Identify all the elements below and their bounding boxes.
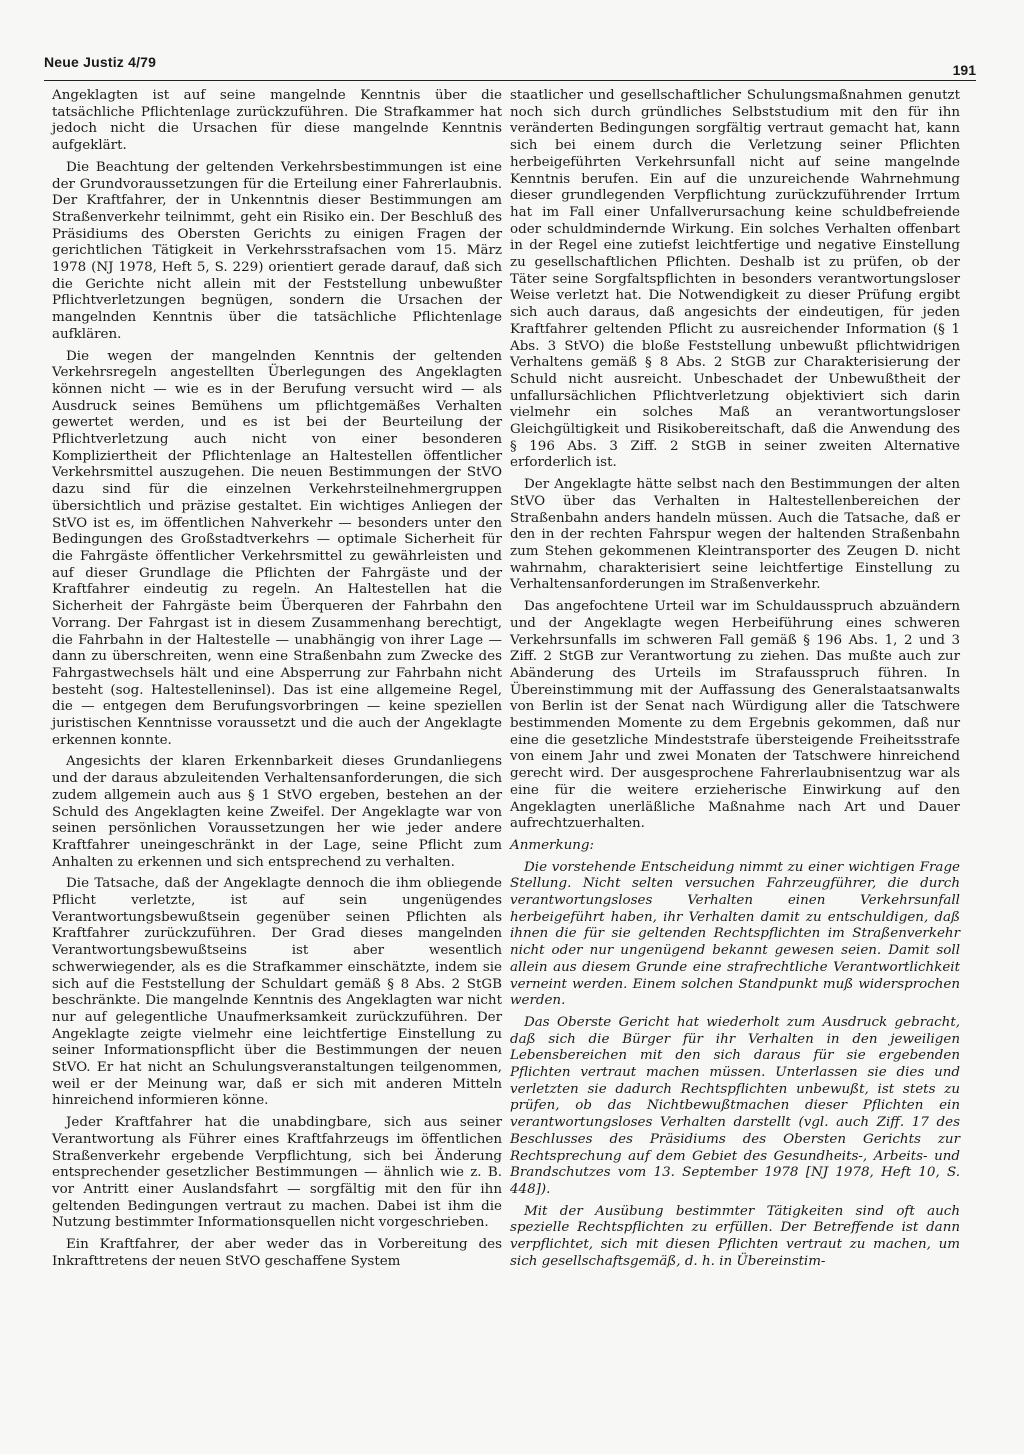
paragraph: Angesichts der klaren Erkennbarkeit dieses Grundanliegens und der daraus abzuleitenden Verhaltensanforderungen, die sich zudem allgemein auch aus § 1 StVO ergeben, bestehen an der Schuld des Angeklagten keine Zweifel. Der Angeklagte war von seinen persönlichen Voraussetzungen her wie jeder andere Kraftfahrer uneingeschränkt in der Lage, seine Pflicht zum Anhalten zu erkennen und sich entsprechend zu verhalten. xyxy=(52,754,502,870)
annotation-paragraph: Die vorstehende Entscheidung nimmt zu einer wichtigen Frage Stellung. Nicht selten versuchen Fahrzeugführer, die durch verantwortungsloses Verhalten einen Verkehrsunfall herbeigeführt haben, ihr Verhalten damit zu entschuldigen, daß ihnen die für sie geltenden Rechtspflichten im Straßenverkehr nicht oder nur ungenügend bekannt gewesen seien. Damit soll allein aus diesem Grunde eine strafrechtliche Verantwortlichkeit verneint werden. Einem solchen Standpunkt muß widersprochen werden. xyxy=(510,859,960,1009)
paragraph: Der Angeklagte hätte selbst nach den Bestimmungen der alten StVO über das Verhalten in Haltestellenbereichen der Straßenbahn anders handeln müssen. Auch die Tatsache, daß er den in der rechten Fahrspur wegen der haltenden Straßenbahn zum Stehen gekommenen Kleintransporter des Zeugen D. nicht wahrnahm, charakterisiert seine leichtfertige Einstellung zu Verhaltensanforderungen im Straßenverkehr. xyxy=(510,477,960,593)
page-number: 191 xyxy=(952,62,976,78)
paragraph: Ein Kraftfahrer, der aber weder das in Vorbereitung des Inkrafttretens der neuen StVO geschaffene System xyxy=(52,1237,502,1269)
annotation-heading: Anmerkung: xyxy=(510,837,595,853)
paragraph: staatlicher und gesellschaftlicher Schulungsmaßnahmen genutzt noch sich durch gründliches Selbststudium mit den für ihn veränderten Bedingungen sorgfältig vertraut gemacht hat, kann sich bei einem durch die Verletzung seiner Pflichten herbeigeführten Verkehrsunfall nicht auf seine mangelnde Kenntnis berufen. Ein auf die unzureichende Wahrnehmung dieser grundlegenden Verpflichtung zurückzuführender Irrtum hat im Fall einer Unfallverursachung keine schuldbefreiende oder schuldmindernde Wirkung. Ein solches Verhalten offenbart in der Regel eine zutiefst leichtfertige und negative Einstellung zu gesellschaftlichen Pflichten. Deshalb ist zu prüfen, ob der Täter seine Sorgfaltspflichten in besonders verantwortungsloser Weise verletzt hat. Die Notwendigkeit zu dieser Prüfung ergibt sich auch daraus, daß angesichts der eindeutigen, für jeden Kraftfahrer geltenden Pflicht zu ausreichender Information (§ 1 Abs. 3 StVO) die bloße Feststellung unbewußt pflichtwidrigen Verhaltens gemäß § 8 Abs. 2 StGB zur Charakterisierung der Schuld nicht ausreicht. Unbeschadet der Unbewußtheit der unfallursächlichen Pflichtverletzung objektiviert sich darin vielmehr ein solches Maß an verantwortungsloser Gleichgültigkeit und Risikobereitschaft, daß die Anwendung des § 196 Abs. 3 Ziff. 2 StGB in seiner zweiten Alternative erforderlich ist. xyxy=(510,88,960,471)
left-column xyxy=(52,88,502,1276)
paragraph: Die wegen der mangelnden Kenntnis der geltenden Verkehrsregeln angestellten Überlegungen des Angeklagten können nicht — wie es in der Berufung versucht wird — als Ausdruck seines Bemühens um pflichtgemäßes Verhalten gewertet werden, und es ist bei der Beurteilung der Pflichtverletzung auch nicht von einer besonderen Kompliziertheit der Pflichtenlage an Haltestellen öffentlicher Verkehrsmittel auszugehen. Die neuen Bestimmungen der StVO dazu sind für die einzelnen Verkehrsteilnehmergruppen übersichtlich und präzise gestaltet. Ein wichtiges Anliegen der StVO ist es, im öffentlichen Nahverkehr — besonders unter den Bedingungen des Großstadtverkehrs — optimale Sicherheit für die Fahrgäste öffentlicher Verkehrsmittel zu gewährleisten und auf dieser Grundlage die Pflichten der Fahrgäste und der Kraftfahrer eindeutig zu regeln. An Haltestellen hat die Sicherheit der Fahrgäste beim Überqueren der Fahrbahn den Vorrang. Der Fahrgast ist in diesem Zusammenhang berechtigt, die Fahrbahn in der Haltestelle — unabhängig von ihrer Lage — dann zu überschreiten, wenn eine Straßenbahn zum Zwecke des Fahrgastwechsels hält und eine Absperrung zur Fahrbahn nicht besteht (sog. Haltestelleninsel). Das ist eine allgemeine Regel, die — entgegen dem Berufungsvorbringen — keine speziellen juristischen Kenntnisse voraussetzt und die auch der Angeklagte erkennen konnte. xyxy=(52,348,502,748)
annotation-paragraph: Mit der Ausübung bestimmter Tätigkeiten sind oft auch spezielle Rechtspflichten zu erfüllen. Der Betreffende ist dann verpflichtet, sich mit diesen Pflichten vertraut zu machen, um sich gesellschaftsgemäß, d. h. in Übereinstim- xyxy=(510,1203,960,1269)
paragraph: Die Beachtung der geltenden Verkehrsbestimmungen ist eine der Grundvoraussetzungen für die Erteilung einer Fahrerlaubnis. Der Kraftfahrer, der in Unkenntnis dieser Bestimmungen am Straßenverkehr teilnimmt, geht ein Risiko ein. Der Beschluß des Präsidiums des Obersten Gerichts zu einigen Fragen der gerichtlichen Tätigkeit in Verkehrsstrafsachen vom 15. März 1978 (NJ 1978, Heft 5, S. 229) orientiert gerade darauf, daß sich die Gerichte nicht allein mit der Feststellung unbewußter Pflichtverletzungen begnügen, sondern die Ursachen der mangelnden Kenntnis über die tatsächliche Pflichtenlage aufklären. xyxy=(52,159,502,342)
right-column xyxy=(510,88,960,1276)
paragraph: Angeklagten ist auf seine mangelnde Kenntnis über die tatsächliche Pflichtenlage zurückzuführen. Die Strafkammer hat jedoch nicht die Ursachen für diese mangelnde Kenntnis aufgeklärt. xyxy=(52,88,502,154)
paragraph: Das angefochtene Urteil war im Schuldausspruch abzuändern und der Angeklagte wegen Herbeiführung eines schweren Verkehrsunfalls im schweren Fall gemäß § 196 Abs. 1, 2 und 3 Ziff. 2 StGB zur Verantwortung zu ziehen. Das mußte auch zur Abänderung des Urteils im Strafausspruch führen. In Übereinstimmung mit der Auffassung des Generalstaatsanwalts von Berlin ist der Senat nach Würdigung aller die Tatschwere bestimmenden Momente zu dem Ergebnis gekommen, daß nur eine die gesetzliche Mindeststrafe übersteigende Freiheitsstrafe von einem Jahr und zwei Monaten der Tatschwere hinreichend gerecht wird. Der ausgesprochene Fahrerlaubnisentzug war als eine für die weitere erzieherische Einwirkung auf den Angeklagten unerläßliche Maßnahme nach Art und Dauer aufrechtzuerhalten. xyxy=(510,599,960,832)
annotation-section xyxy=(510,838,960,1271)
page-header xyxy=(44,54,976,81)
running-head: Neue Justiz 4/79 xyxy=(44,54,157,70)
paragraph: Die Tatsache, daß der Angeklagte dennoch die ihm obliegende Pflicht verletzte, ist auf sein ungenügendes Verantwortungsbewußtsein gegenüber seinen Pflichten als Kraftfahrer zurückzuführen. Der Grad dieses mangelnden Verantwortungsbewußtseins ist aber wesentlich schwerwiegender, als es die Strafkammer einschätzte, indem sie sich auf die Feststellung der Schuldart gemäß § 8 Abs. 2 StGB beschränkte. Die mangelnde Kenntnis des Angeklagten war nicht nur auf gelegentliche Unaufmerksamkeit zurückzuführen. Der Angeklagte zeigte vielmehr eine leichtfertige Einstellung zu seiner Informationspflicht über die Bestimmungen der neuen StVO. Er hat nicht an Schulungsveranstaltungen teilgenommen, weil er der Meinung war, daß er sich mit anderen Mitteln hinreichend informieren könne. xyxy=(52,876,502,1109)
annotation-paragraph: Das Oberste Gericht hat wiederholt zum Ausdruck gebracht, daß sich die Bürger für ihr Verhalten in den jeweiligen Lebensbereichen mit den sich daraus für sie ergebenden Pflichten vertraut machen müssen. Unterlassen sie dies und verletzten sie dadurch Rechtspflichten unbewußt, ist stets zu prüfen, ob das Nichtbewußtmachen dieser Pflichten ein verantwortungsloses Verhalten darstellt (vgl. auch Ziff. 17 des Beschlusses des Präsidiums des Obersten Gerichts zur Rechtsprechung auf dem Gebiet des Gesundheits-, Arbeits- und Brandschutzes vom 13. September 1978 [NJ 1978, Heft 10, S. 448]). xyxy=(510,1014,960,1197)
paragraph: Jeder Kraftfahrer hat die unabdingbare, sich aus seiner Verantwortung als Führer eines Kraftfahrzeugs im öffentlichen Straßenverkehr ergebende Verpflichtung, sich bei Änderung entsprechender gesetzlicher Bestimmungen — ähnlich wie z. B. vor Antritt einer Auslandsfahrt — sorgfältig mit den für ihn geltenden Bedingungen vertraut zu machen. Dabei ist ihm die Nutzung bestimmter Informationsquellen nicht vorgeschrieben. xyxy=(52,1115,502,1231)
